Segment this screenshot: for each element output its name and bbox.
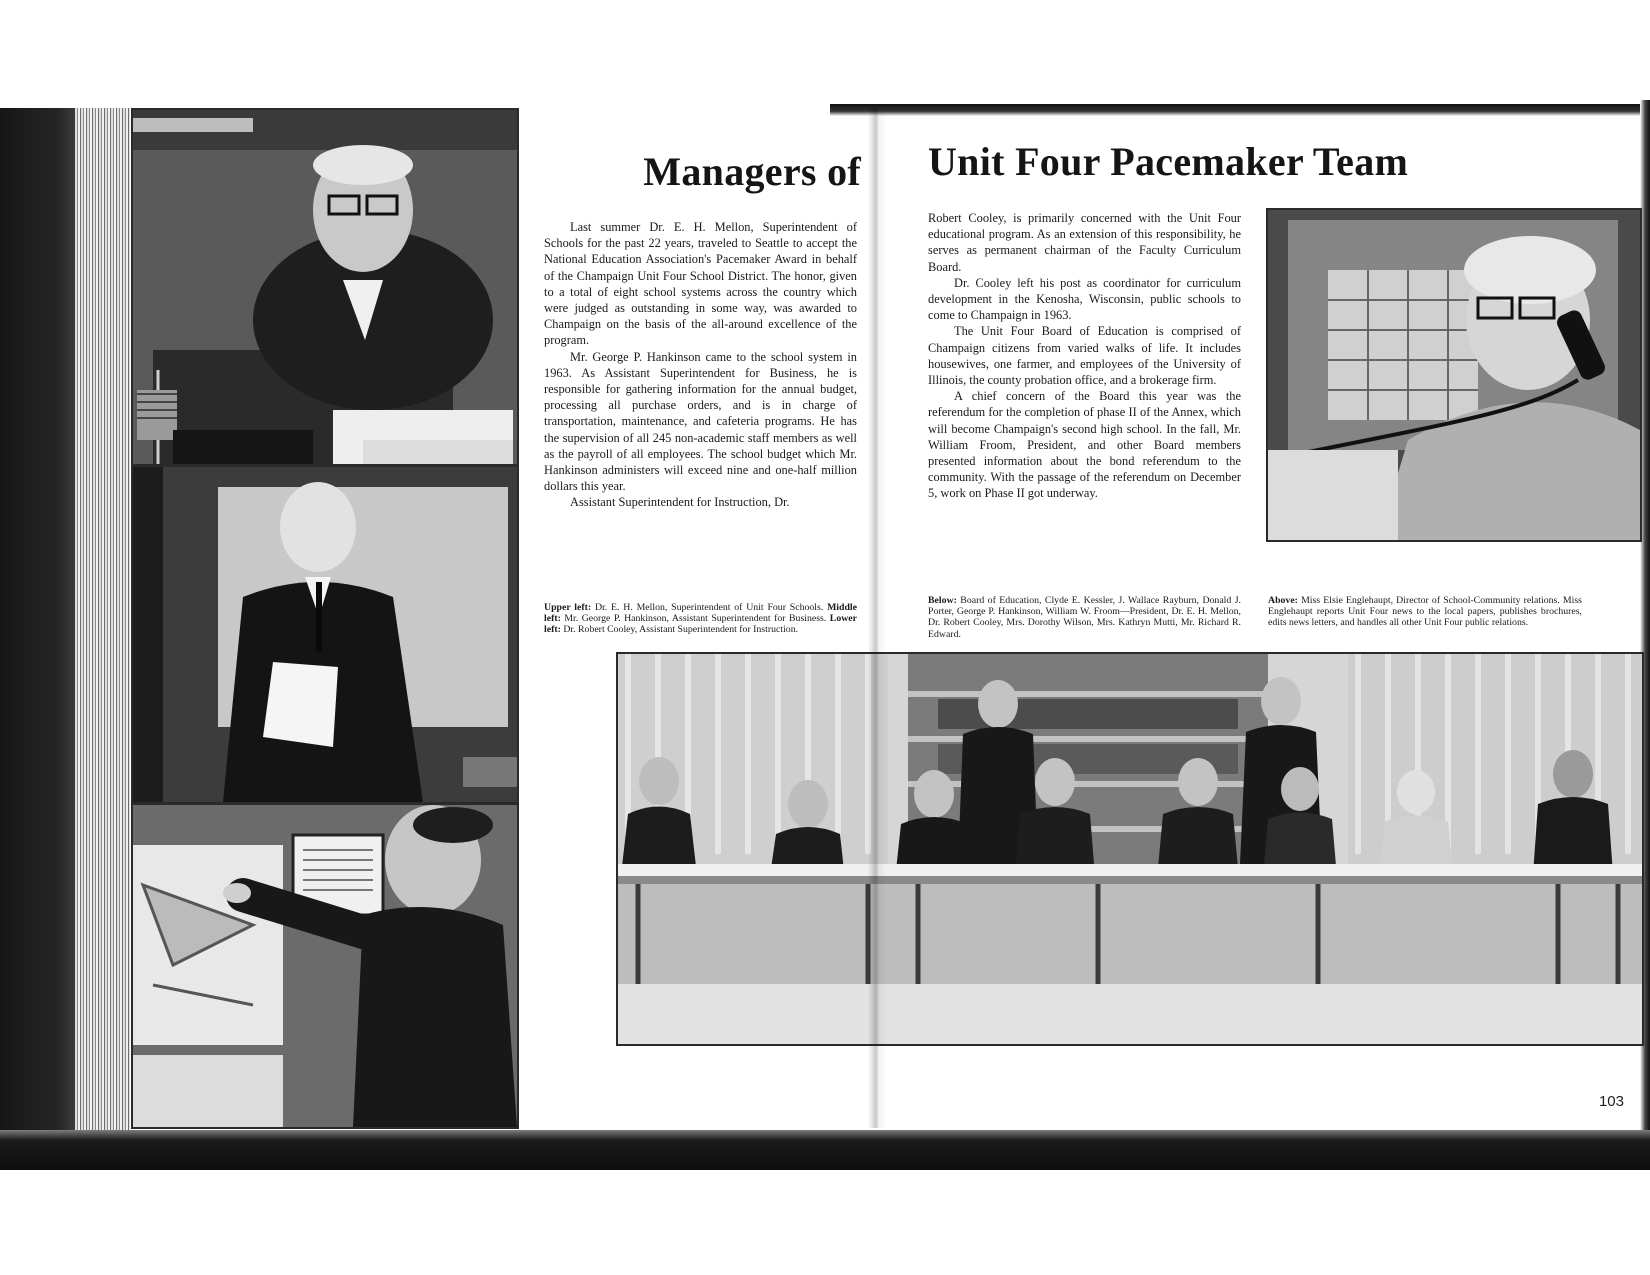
right-paragraph-2: Dr. Cooley left his post as coordinator for curriculum development in the Kenosha, Wisconsin, public schools to come to Champaign in 1963. <box>928 275 1241 323</box>
top-page-shadow <box>830 104 1650 116</box>
left-paragraph-2: Mr. George P. Hankinson came to the school system in 1963. As Assistant Superintendent for Business, he is responsible for gathering information for the annual budget, processing all purchase orders, and is in charge of transportation, maintenance, and cafeteria programs. He has the supervision of all 245 non-academic staff members as well as the payroll of all employees. The school budget which Mr. Hankinson administers will exceed nine and one-half million dollars this year. <box>544 349 857 494</box>
page-edges <box>75 108 130 1170</box>
caption-lower-label: Lower left: <box>544 613 858 636</box>
page-number: 103 <box>1598 1093 1624 1110</box>
caption-middle-text: Mr. George P. Hankinson, Assistant Superintendent for Business. <box>564 613 827 625</box>
caption-upper-text: Dr. E. H. Mellon, Superintendent of Unit Four Schools. <box>594 602 824 613</box>
photo-cooley-pointing <box>131 803 519 1129</box>
right-paragraph-1: Robert Cooley, is primarily concerned with the Unit Four educational program. As an extension of this responsibility, he serves as permanent chairman of the Faculty Curriculum Board. <box>928 211 1241 274</box>
book-cover-edge <box>0 108 75 1170</box>
caption-upper-label: Upper left: <box>544 602 592 613</box>
right-page-body <box>928 210 1241 502</box>
caption-above-label: Above: <box>1268 595 1298 606</box>
left-paragraph-1: Last summer Dr. E. H. Mellon, Superintendent of Schools for the past 22 years, traveled to Seattle to accept the National Education Association's Pacemaker Award in behalf of the Champaign Unit Four School District. The honor, given to a total of eight school systems across the country which were judged as outstanding in some way, was awarded to Champaign on the basis of the all-around excellence of the program. <box>544 220 857 348</box>
caption-above-text: Miss Elsie Englehaupt, Director of School-Community relations. Miss Englehaupt reports Unit Four news to the local papers, publishes brochures, edits news letters, and handles all other Unit Four public relations. <box>1268 595 1582 629</box>
photo-mellon-at-desk <box>131 108 519 466</box>
photo-board-of-education <box>616 652 1644 1046</box>
left-page-heading: Managers of <box>643 149 861 194</box>
caption-above <box>1268 595 1582 629</box>
photo-englehaupt-on-phone <box>1266 208 1642 542</box>
right-paragraph-4: A chief concern of the Board this year was the referendum for the completion of phase II of the Annex, which will become Champaign's second high school. In the fall, Mr. William Froom, President, and other Board members presented information about the bond referendum to the community. With the passage of the referendum on December 5, work on Phase II got underway. <box>928 389 1241 501</box>
photo-hankinson-with-paper <box>131 465 519 804</box>
caption-lower-text: Dr. Robert Cooley, Assistant Superintendent for Instruction. <box>563 624 799 636</box>
caption-below-label: Below: <box>928 595 957 606</box>
spine-gutter-shadow <box>868 108 886 1128</box>
caption-middle-label: Middle left: <box>544 602 857 625</box>
right-paragraph-3: The Unit Four Board of Education is comprised of Champaign citizens from varied walks of life. It includes housewives, one farmer, and employees of the University of Illinois, the county probation office, and a brokerage firm. <box>928 324 1241 388</box>
caption-below-text: Board of Education, Clyde E. Kessler, J. Wallace Rayburn, Donald J. Porter, George P. Hankinson, William W. Froom—President, Dr. E. H. Mellon, Dr. Robert Cooley, Mrs. Dorothy Wilson, Mrs. Kathryn Mutti, Mr. Richard R. Edward. <box>928 595 1241 640</box>
left-page-body <box>544 219 857 511</box>
book-bottom-edge <box>0 1130 1650 1170</box>
caption-below <box>928 595 1241 640</box>
right-page-heading: Unit Four Pacemaker Team <box>928 139 1409 184</box>
left-page-caption <box>544 602 857 636</box>
left-paragraph-3: Assistant Superintendent for Instruction, Dr. <box>570 495 790 510</box>
